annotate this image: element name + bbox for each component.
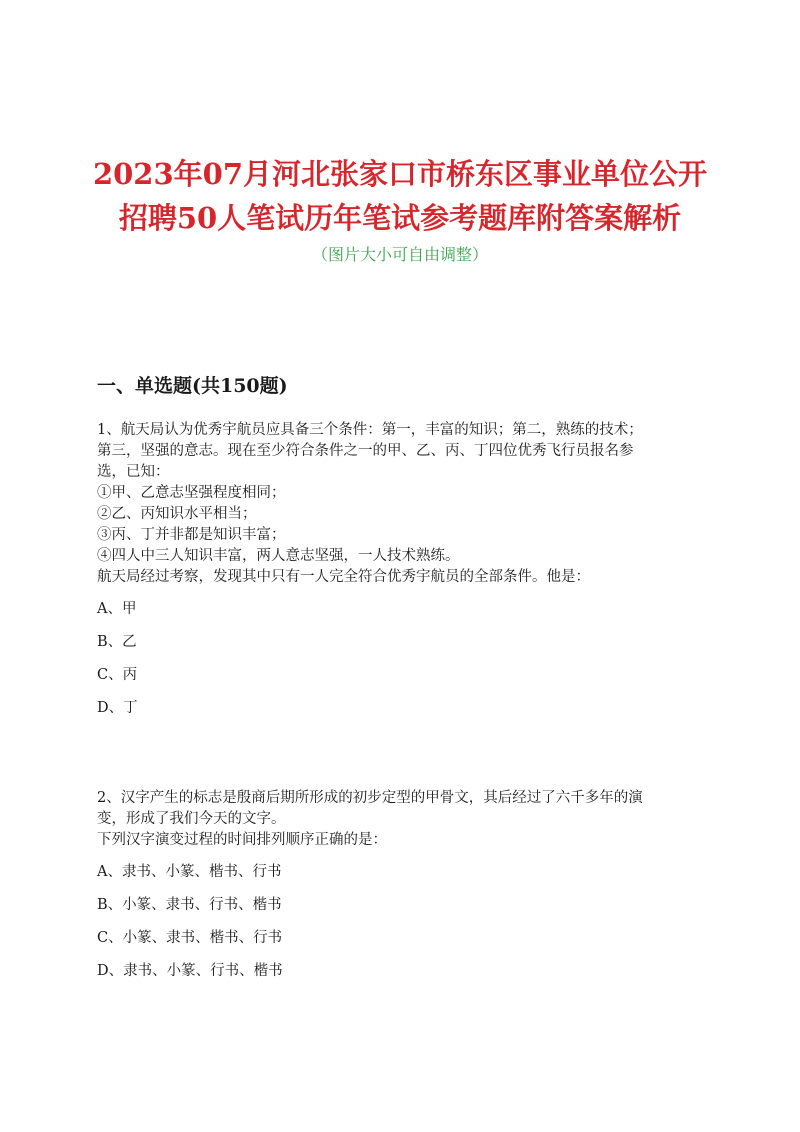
question-1-stem-line: 选，已知： [97,464,170,480]
question-1-options [97,599,707,731]
question-1-condition-4: ④四人中三人知识丰富，两人意志坚强，一人技术熟练。 [97,548,460,564]
question-1-option-d: D、丁 [97,700,138,716]
question-1-option-b: B、乙 [97,634,137,650]
question-1-option-a: A、甲 [97,601,137,617]
question-1-stem-line: 第三，坚强的意志。现在至少符合条件之一的甲、乙、丙、丁四位优秀飞行员报名参 [97,443,634,459]
question-1-stem [97,420,707,588]
question-2-option-b: B、小篆、隶书、行书、楷书 [97,897,282,913]
question-2-stem-line: 2、汉字产生的标志是殷商后期所形成的初步定型的甲骨文，其后经过了六千多年的演 [97,790,643,806]
question-1-condition-3: ③丙、丁并非都是知识丰富； [97,527,286,543]
document-title [60,152,740,240]
question-2-option-d: D、隶书、小篆、行书、楷书 [97,963,283,979]
question-2-option-a: A、隶书、小篆、楷书、行书 [97,864,282,880]
document-title-line-1: 2023年07月河北张家口市桥东区事业单位公开 [92,157,708,191]
question-2-prompt: 下列汉字演变过程的时间排列顺序正确的是： [97,832,387,848]
question-1-condition-1: ①甲、乙意志坚强程度相同； [97,485,286,501]
document-title-line-2: 招聘50人笔试历年笔试参考题库附答案解析 [118,201,682,235]
document-subtitle: （图片大小可自由调整） [311,245,488,264]
question-2 [97,788,707,994]
question-1-condition-2: ②乙、丙知识水平相当； [97,506,257,522]
question-1-option-c: C、丙 [97,667,138,683]
question-2-stem-line: 变，形成了我们今天的文字。 [97,811,286,827]
question-2-options [97,862,707,994]
question-1 [97,420,707,731]
question-2-option-c: C、小篆、隶书、楷书、行书 [97,930,283,946]
question-1-prompt: 航天局经过考察，发现其中只有一人完全符合优秀宇航员的全部条件。他是： [97,569,590,585]
question-1-stem-line: 1、航天局认为优秀宇航员应具备三个条件：第一，丰富的知识；第二，熟练的技术； [97,422,643,438]
section-heading: 一、单选题(共150题) [97,375,288,397]
question-2-stem [97,788,707,851]
